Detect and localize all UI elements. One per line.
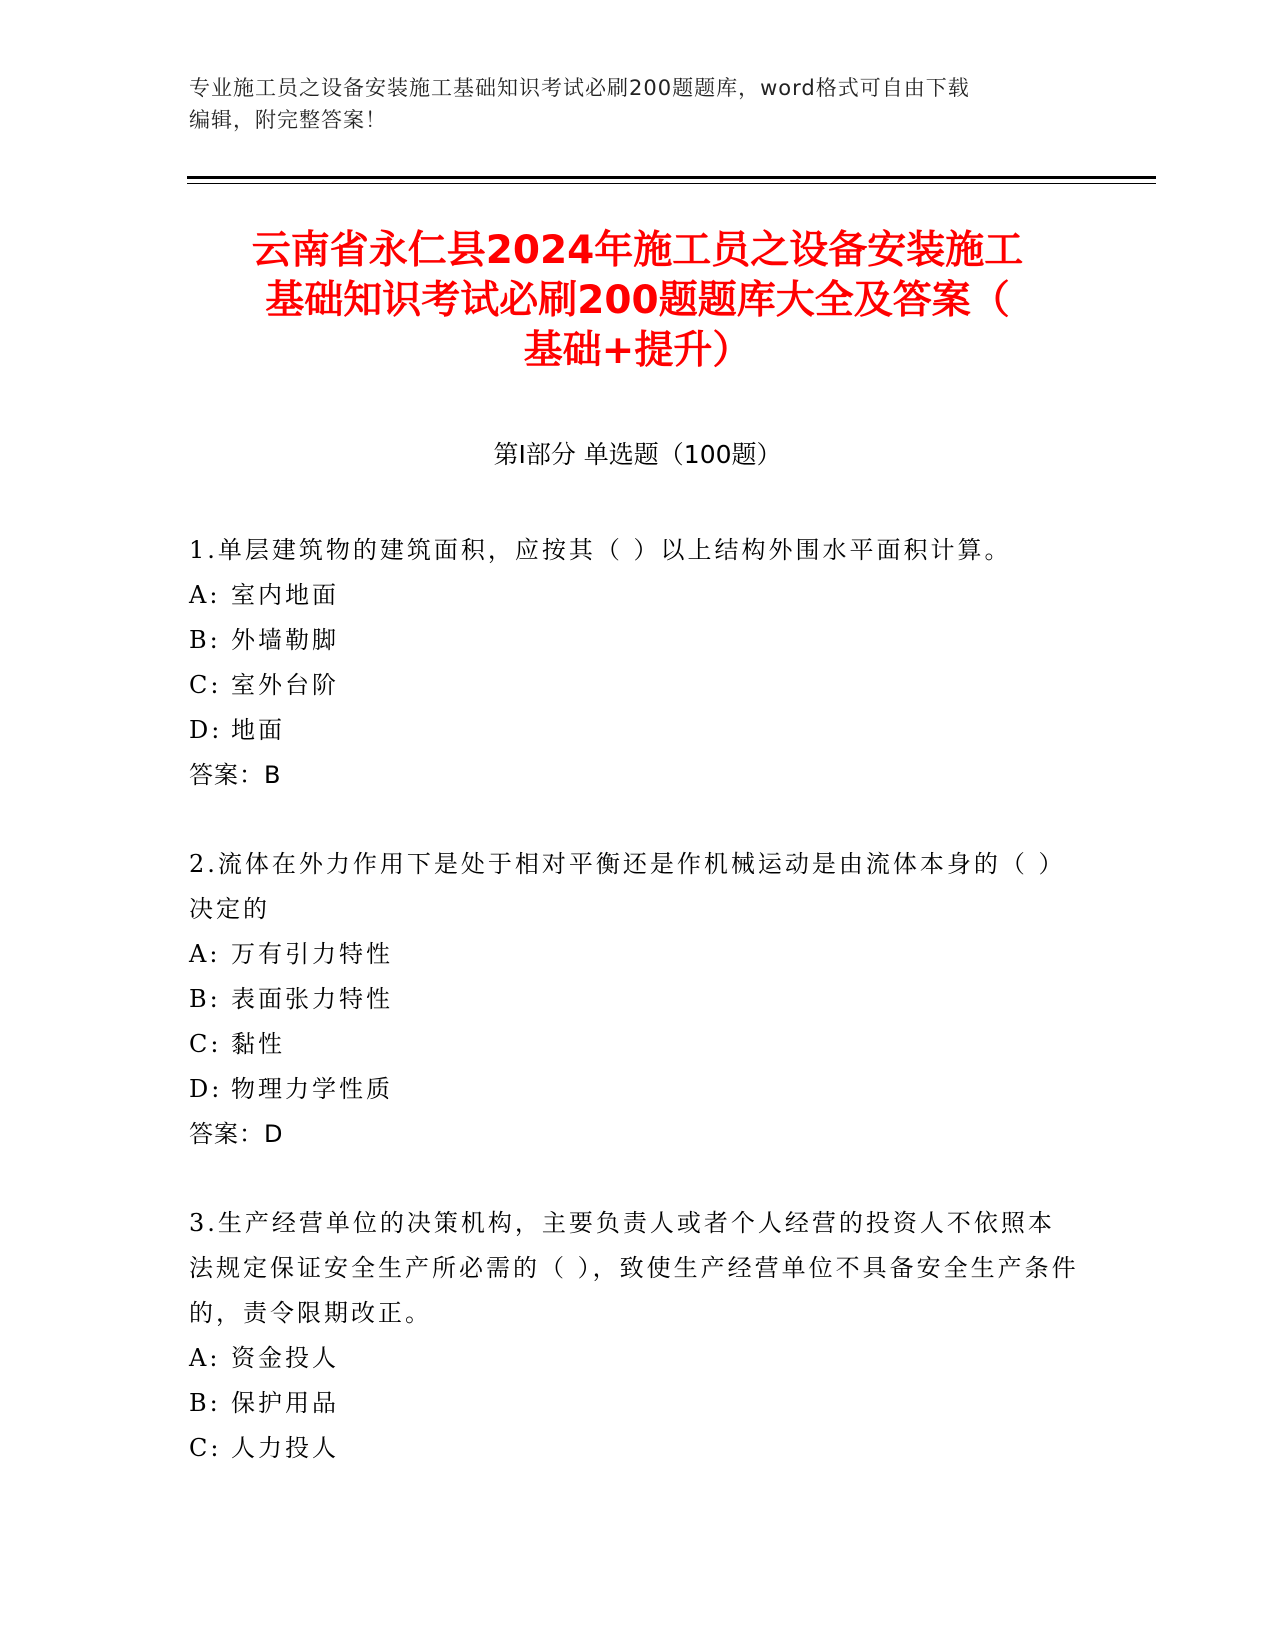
option-key: C: xyxy=(189,1434,222,1462)
option-key: D: xyxy=(189,716,223,744)
answer-line: 答案：B xyxy=(189,761,282,789)
option-b xyxy=(189,618,1089,663)
option-key: A: xyxy=(189,940,221,968)
option-text: 地面 xyxy=(231,716,285,744)
option-b xyxy=(189,977,1089,1022)
option-text: 黏性 xyxy=(231,1030,285,1058)
option-text: 人力投人 xyxy=(231,1434,339,1462)
header-note-line-2: 编辑，附完整答案！ xyxy=(189,108,387,132)
question-3 xyxy=(189,1201,1089,1471)
document-title-line-1: 云南省永仁县2024年施工员之设备安装施工 xyxy=(251,228,1024,273)
question-stem: 2.流体在外力作用下是处于相对平衡还是作机械运动是由流体本身的（ ）决定的 xyxy=(189,850,1066,923)
option-c xyxy=(189,1022,1089,1067)
question-list xyxy=(189,528,1089,1515)
option-text: 室外台阶 xyxy=(231,671,339,699)
option-key: B: xyxy=(189,985,221,1013)
header-note xyxy=(189,72,1089,136)
option-c xyxy=(189,1426,1089,1471)
header-divider-thin xyxy=(187,183,1156,184)
option-text: 保护用品 xyxy=(231,1389,339,1417)
question-stem: 1.单层建筑物的建筑面积，应按其（ ）以上结构外围水平面积计算。 xyxy=(189,536,1012,564)
document-title-line-2: 基础知识考试必刷200题题库大全及答案（ xyxy=(265,278,1010,323)
option-text: 物理力学性质 xyxy=(231,1075,393,1103)
option-text: 万有引力特性 xyxy=(231,940,393,968)
option-a xyxy=(189,1336,1089,1381)
option-a xyxy=(189,932,1089,977)
option-text: 表面张力特性 xyxy=(231,985,393,1013)
option-d xyxy=(189,1067,1089,1112)
header-divider-thick xyxy=(187,176,1156,179)
option-a xyxy=(189,573,1089,618)
option-d xyxy=(189,708,1089,753)
option-key: A: xyxy=(189,1344,221,1372)
option-text: 室内地面 xyxy=(231,581,339,609)
question-2 xyxy=(189,842,1089,1157)
option-key: C: xyxy=(189,1030,222,1058)
option-b xyxy=(189,1381,1089,1426)
question-1 xyxy=(189,528,1089,798)
option-key: D: xyxy=(189,1075,223,1103)
option-c xyxy=(189,663,1089,708)
option-text: 资金投人 xyxy=(231,1344,339,1372)
document-title-line-3: 基础+提升） xyxy=(523,328,752,373)
section-title: 第Ⅰ部分 单选题（100题） xyxy=(493,440,782,469)
header-note-line-1: 专业施工员之设备安装施工基础知识考试必刷200题题库，word格式可自由下载 xyxy=(189,76,970,100)
option-key: C: xyxy=(189,671,222,699)
answer-line: 答案：D xyxy=(189,1120,284,1148)
document-title xyxy=(160,226,1115,376)
option-text: 外墙勒脚 xyxy=(231,626,339,654)
option-key: A: xyxy=(189,581,221,609)
option-key: B: xyxy=(189,626,221,654)
question-stem: 3.生产经营单位的决策机构，主要负责人或者个人经营的投资人不依照本法规定保证安全生产所必需的（ ），致使生产经营单位不具备安全生产条件的，责令限期改正。 xyxy=(189,1209,1079,1327)
option-key: B: xyxy=(189,1389,221,1417)
